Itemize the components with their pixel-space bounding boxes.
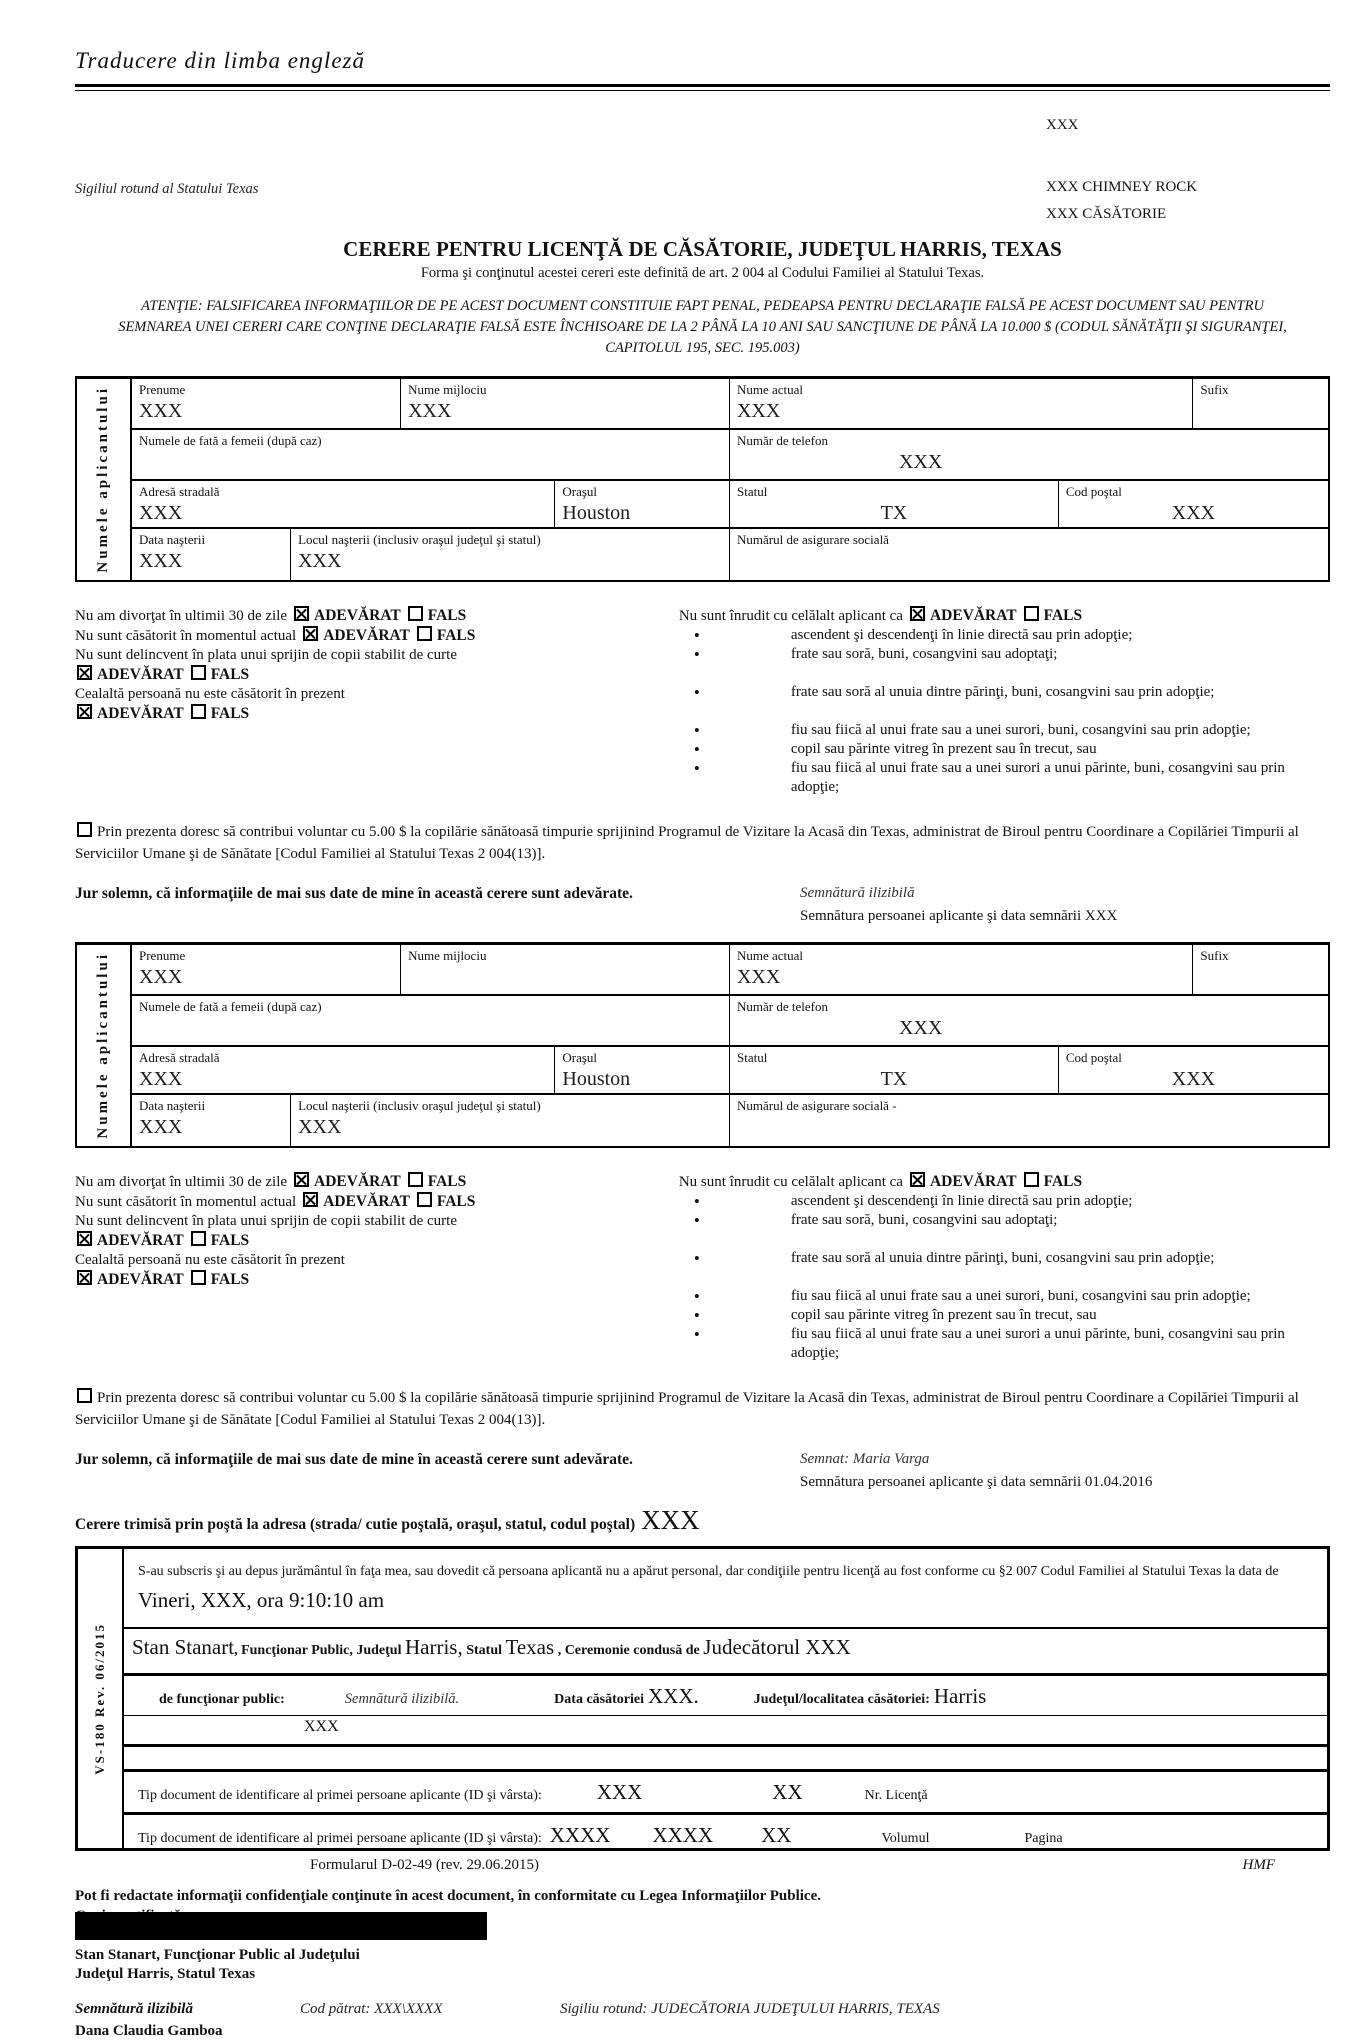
id-row-1: Tip document de identificare al primei persoane aplicante (ID şi vârsta): XXX XX Nr. Licenţă [124,1772,1327,1815]
checkbox-true-checked [910,1172,925,1187]
address-line-1: XXX CHIMNEY ROCK [1046,179,1198,195]
phone-label: Număr de telefon [737,433,828,448]
phone-value: XXX [899,1017,943,1039]
county-state-line: Judeţul Harris, Statul Texas [75,1966,256,1982]
city-label: Oraşul [562,484,598,499]
zip-value: XXX [1171,1068,1216,1090]
table-row [132,379,1328,430]
birthplace-value: XXX [298,550,342,572]
contribution-checkbox-empty [77,822,92,837]
ssn-label: Numărul de asigurare socială [736,532,889,547]
clerk-table [75,1546,1330,1851]
relation-bullet: • fiu sau fiică al unui frate sau a unei surori a unui părinte, buni, cosangvini sau prin adopţie; [679,1325,1330,1363]
id2-value-1: XXXX [549,1823,611,1847]
phone-value: XXX [899,451,943,473]
applicant1-signature-caption: Semnătura persoanei aplicante şi data semnării XXX [800,908,1118,924]
table-row [132,996,1328,1047]
checkbox-true-checked [77,665,92,680]
state-value: Texas [505,1635,555,1659]
form-reference-row [75,1857,1330,1874]
applicant1-oath [75,885,1330,925]
page-title: CERERE PENTRU LICENŢĂ DE CĂSĂTORIE, JUDEŢUL HARRIS, TEXAS [343,237,1062,261]
dob-label: Data naşterii [139,1098,206,1113]
first-name-value: XXX [139,966,183,988]
statement-4: Cealaltă persoană nu este căsătorit în prezent [75,1252,345,1268]
officer-row: Stan Stanart, Funcţionar Public, Judeţul Harris, Statul Texas , Ceremonie condusă de Judecătorul XXX [124,1629,1327,1676]
checkbox-false-empty [191,704,206,719]
street-value: XXX [139,502,183,524]
city-label: Oraşul [562,1050,598,1065]
city-value: Houston [562,1068,631,1090]
zip-label: Cod poştal [1065,1050,1122,1065]
street-value: XXX [139,1068,183,1090]
translator-signature-note: Semnătură ilizibilă [75,2000,193,2017]
suffix-label: Sufix [1200,382,1229,397]
statement-1: Nu am divorţat în ultimii 30 de zile [75,608,288,624]
volume-label: Volumul [881,1831,930,1846]
maiden-name-label: Numele de fată a femeii (după caz) [139,433,322,448]
applicant1-table [75,376,1330,582]
dob-value: XXX [139,550,183,572]
applicant2-table [75,942,1330,1148]
table-row [132,1095,1328,1146]
current-name-label: Nume actual [736,948,804,963]
seal-note: Sigiliul rotund al Statului Texas [75,181,259,197]
first-name-label: Prenume [139,948,186,963]
statement-2: Nu sunt căsătorit în momentul actual [75,628,297,644]
applicant2-side-label: Numele aplicantului [95,952,111,1139]
sworn-row: S-au subscris şi au depus jurământul în faţa mea, sau dovedit că persoana aplicantă nu a apărut personal, dar condiţiile pentru licenţă au fost conforme cu §2 007 Codul Familiei al Statului Texas la data de Vineri, XXX, ora 9:10:10 am [124,1549,1327,1629]
page-label: Pagina [1024,1831,1063,1846]
relation-bullet: • frate sau soră al unuia dintre părinţi, buni, cosangvini sau prin adopţie; [679,1249,1330,1268]
first-name-value: XXX [139,400,183,422]
header-ref: XXX [1046,117,1079,133]
first-name-label: Prenume [139,382,186,397]
square-code: Cod pătrat: XXX\XXXX [300,2000,443,2017]
street-label: Adresă stradală [139,484,220,499]
birthplace-label: Locul naşterii (inclusiv oraşul judeţul şi statul) [298,532,541,547]
city-value: Houston [562,502,631,524]
dob-label: Data naşterii [139,532,206,547]
birthplace-value: XXX [298,1116,342,1138]
zip-label: Cod poştal [1065,484,1122,499]
checkbox-false-empty [191,1270,206,1285]
translation-note: Traducere din limba engleză [75,48,365,73]
translator-name: Dana Claudia Gamboa [75,2022,223,2039]
checkbox-true-checked [77,704,92,719]
document-page [75,0,1330,2040]
table-row [132,430,1328,481]
zip-value: XXX [1171,502,1216,524]
contribution-line: Prin prezenta doresc să contribui voluntar cu 5.00 $ la copilărie sănătoasă timpurie sprijinind Programul de Vizitare la Acasă din Texas, administrat de Biroul pentru Coordinare a Copilăriei Timpurii al Serviciilor Umane şi de Sănătate [Codul Familiei al Statului Texas 2 004(13)]. [75,824,1299,862]
relation-bullet: • ascendent şi descendenţi în linie directă sau prin adopţie; [679,1192,1330,1211]
oath-text: Jur solemn, că informaţiile de mai sus date de mine în această cerere sunt adevărate. [75,1451,633,1468]
contribution-checkbox-empty [77,1388,92,1403]
relation-bullet: • copil sau părinte vitreg în prezent sau în trecut, sau [679,740,1330,759]
checkbox-false-empty [408,1172,423,1187]
marriage-date-value: XXX. [647,1684,699,1708]
checkbox-true-checked [294,1172,309,1187]
license-number-label: Nr. Licenţă [864,1788,928,1803]
suffix-label: Sufix [1200,948,1229,963]
signature-sub-row: XXX [124,1716,1327,1747]
relation-bullet: • ascendent şi descendenţi în linie directă sau prin adopţie; [679,626,1330,645]
marriage-place-value: Harris [933,1684,987,1708]
relation-bullet: • frate sau soră, buni, cosangvini sau adoptaţi; [679,1211,1330,1230]
checkbox-false-empty [417,1192,432,1207]
checkbox-false-empty [191,665,206,680]
checkbox-true-checked [910,606,925,621]
table-row [132,529,1328,580]
round-seal-note: Sigiliu rotund: JUDECĂTORIA JUDEŢULUI HARRIS, TEXAS [560,2000,940,2017]
state-value: TX [880,1068,908,1090]
clerk-name-line: Stan Stanart, Funcţionar Public al Judeţului [75,1946,360,1963]
officer-signature-row: de funcţionar public: Semnătură ilizibilă. Data căsătoriei XXX. Judeţul/localitatea căsătoriei: Harris [124,1676,1327,1716]
id2-age: XX [761,1823,792,1847]
applicant1-side-label: Numele aplicantului [95,386,111,573]
related-intro: Nu sunt înrudit cu celălalt aplicant ca [678,1174,903,1190]
relation-bullet: • fiu sau fiică al unui frate sau a unei surori, buni, cosangvini sau prin adopţie; [679,721,1330,740]
officer-name: Stan Stanart [132,1635,235,1659]
sworn-date-value: Vineri, XXX, ora 9:10:10 am [138,1588,385,1612]
scan-artifact-bar [75,1912,487,1940]
county-value: Harris, [404,1635,463,1659]
ssn-label: Numărul de asigurare socială - [736,1098,897,1113]
id-row-2: Tip document de identificare al primei persoane aplicante (ID şi vârsta): XXXX XXXX XX Volumul Pagina [138,1823,1063,1847]
statement-2: Nu sunt căsătorit în momentul actual [75,1194,297,1210]
form-reference: Formularul D-02-49 (rev. 29.06.2015) [310,1857,539,1873]
state-label: Statul [736,1050,768,1065]
statement-3: Nu sunt delincvent în plata unui sprijin de copii stabilit de curte [75,647,458,663]
statement-3: Nu sunt delincvent în plata unui sprijin de copii stabilit de curte [75,1213,458,1229]
middle-name-label: Nume mijlociu [408,948,487,963]
applicant1-statements: Nu am divorţat în ultimii 30 de zile ADEVĂRAT FALS Nu sunt căsătorit în momentul actual ADEVĂRAT FALS Nu sunt delincvent în plata unui sprijin de copii stabilit de curte ADEVĂRAT FALS Cealaltă persoană nu este căsătorit în prezent ADEVĂRAT FALS Nu sunt înrudit cu celălalt aplicant ca ADEVĂRAT FALS • ascendent şi descendenţi în linie directă sau prin adopţie; • frate sau soră, buni, cosangvini sau adoptaţi; • frate sau soră al unuia dintre părinţi, buni, cosangvini sau prin adopţie; • fiu sau fiică al unui frate sau a unei surori, buni, cosangvini sau prin adopţie; • copil sau părinte vitreg în prezent sau în trecut, sau • fiu sau fiică al unui frate sau a unei surori a unui părinte, buni, cosangvini sau prin adopţie; [75,606,1330,797]
contribution-line: Prin prezenta doresc să contribui voluntar cu 5.00 $ la copilărie sănătoasă timpurie sprijinind Programul de Vizitare la Acasă din Texas, administrat de Biroul pentru Coordinare a Copilăriei Timpurii al Serviciilor Umane şi de Sănătate [Codul Familiei al Statului Texas 2 004(13)]. [75,1390,1299,1428]
officer-signature: Semnătură ilizibilă. [344,1691,460,1707]
applicant1-signature: Semnătură ilizibilă [800,885,915,901]
statement-4: Cealaltă persoană nu este căsătorit în prezent [75,686,345,702]
mailed-address-value: XXX [641,1505,700,1535]
warning-text: ATENŢIE: FALSIFICAREA INFORMAŢIILOR DE PE ACEST DOCUMENT CONSTITUIE FAPT PENAL, PEDEAPSA PENTRU DECLARAŢIE FALSĂ PE ACEST DOCUMENT SAU PENTRU SEMNAREA UNEI CERERI CARE CONŢINE DECLARAŢIE FALSĂ ESTE ÎNCHISOARE DE LA 2 PÂNĂ LA 10 ANI SAU SANCŢIUNE DE PÂNĂ LA 10.000 $ (CODUL SĂNĂTĂŢII ŞI SIGURANŢEI, CAPITOLUL 195, SEC. 195.003) [118,298,1287,356]
checkbox-false-empty [1024,606,1039,621]
current-name-label: Nume actual [736,382,804,397]
dob-value: XXX [139,1116,183,1138]
oath-text: Jur solemn, că informaţiile de mai sus date de mine în această cerere sunt adevărate. [75,885,633,902]
applicant2-statements: Nu am divorţat în ultimii 30 de zile ADEVĂRAT FALS Nu sunt căsătorit în momentul actual ADEVĂRAT FALS Nu sunt delincvent în plata unui sprijin de copii stabilit de curte ADEVĂRAT FALS Cealaltă persoană nu este căsătorit în prezent ADEVĂRAT FALS Nu sunt înrudit cu celălalt aplicant ca ADEVĂRAT FALS • ascendent şi descendenţi în linie directă sau prin adopţie; • frate sau soră, buni, cosangvini sau adoptaţi; • frate sau soră al unuia dintre părinţi, buni, cosangvini sau prin adopţie; • fiu sau fiică al unui frate sau a unei surori, buni, cosangvini sau prin adopţie; • copil sau părinte vitreg în prezent sau în trecut, sau • fiu sau fiică al unui frate sau a unei surori a unui părinte, buni, cosangvini sau prin adopţie; [75,1172,1330,1363]
address-line-2: XXX CĂSĂTORIE [1046,206,1167,222]
checkbox-true-checked [77,1270,92,1285]
applicant2-signature: Semnat: Maria Varga [800,1451,930,1467]
middle-name-label: Nume mijlociu [408,382,487,397]
state-label: Statul [736,484,768,499]
relation-bullet: • fiu sau fiică al unui frate sau a unei surori, buni, cosangvini sau prin adopţie; [679,1287,1330,1306]
table-row [132,945,1328,996]
current-name-value: XXX [736,966,781,988]
checkbox-false-empty [1024,1172,1039,1187]
relation-bullet: • frate sau soră al unuia dintre părinţi, buni, cosangvini sau prin adopţie; [679,683,1330,702]
relation-bullet: • copil sau părinte vitreg în prezent sau în trecut, sau [679,1306,1330,1325]
header-rule [75,84,1330,91]
checkbox-true-checked [77,1231,92,1246]
table-row [132,1047,1328,1095]
translator-signature-row [75,2001,1330,2018]
birthplace-label: Locul naşterii (inclusiv oraşul judeţul şi statul) [298,1098,541,1113]
maiden-name-label: Numele de fată a femeii (după caz) [139,999,322,1014]
judge-value: Judecătorul XXX [703,1635,851,1659]
relation-bullet: • fiu sau fiică al unui frate sau a unei surori a unui părinte, buni, cosangvini sau prin adopţie; [679,759,1330,797]
id1-age: XX [772,1780,803,1804]
phone-label: Număr de telefon [737,999,828,1014]
checkbox-true-checked [303,1192,318,1207]
id1-value: XXX [596,1780,643,1804]
current-name-value: XXX [736,400,781,422]
checkbox-false-empty [408,606,423,621]
id2-value-2: XXXX [652,1823,714,1847]
related-intro: Nu sunt înrudit cu celălalt aplicant ca [678,608,903,624]
table-row [132,481,1328,529]
hmf-mark: HMF [1242,1857,1275,1873]
statement-1: Nu am divorţat în ultimii 30 de zile [75,1174,288,1190]
header-block [75,91,1330,223]
street-label: Adresă stradală [139,1050,220,1065]
checkbox-true-checked [294,606,309,621]
applicant2-oath [75,1451,1330,1491]
empty-row [124,1747,1327,1772]
middle-name-value: XXX [408,400,452,422]
confidentiality-note: Pot fi redactate informaţii confidenţiale conţinute în acest document, în conformitate cu Legea Informaţiilor Publice. [75,1888,821,1904]
checkbox-true-checked [303,626,318,641]
applicant2-signature-caption: Semnătura persoanei aplicante şi data semnării 01.04.2016 [800,1474,1153,1490]
relation-bullet: • frate sau soră, buni, cosangvini sau adoptaţi; [679,645,1330,664]
page-subtitle: Forma şi conţinutul acestei cereri este definită de art. 2 004 al Codului Familiei al Statului Texas. [420,265,985,281]
state-value: TX [880,502,908,524]
checkbox-false-empty [191,1231,206,1246]
mailed-address-line: Cerere trimisă prin poştă la adresa (strada/ cutie poştală, oraşul, statul, codul poştal) XXX [75,1505,700,1535]
form-version-side-label: VS-180 Rev. 06/2015 [92,1622,107,1775]
checkbox-false-empty [417,626,432,641]
